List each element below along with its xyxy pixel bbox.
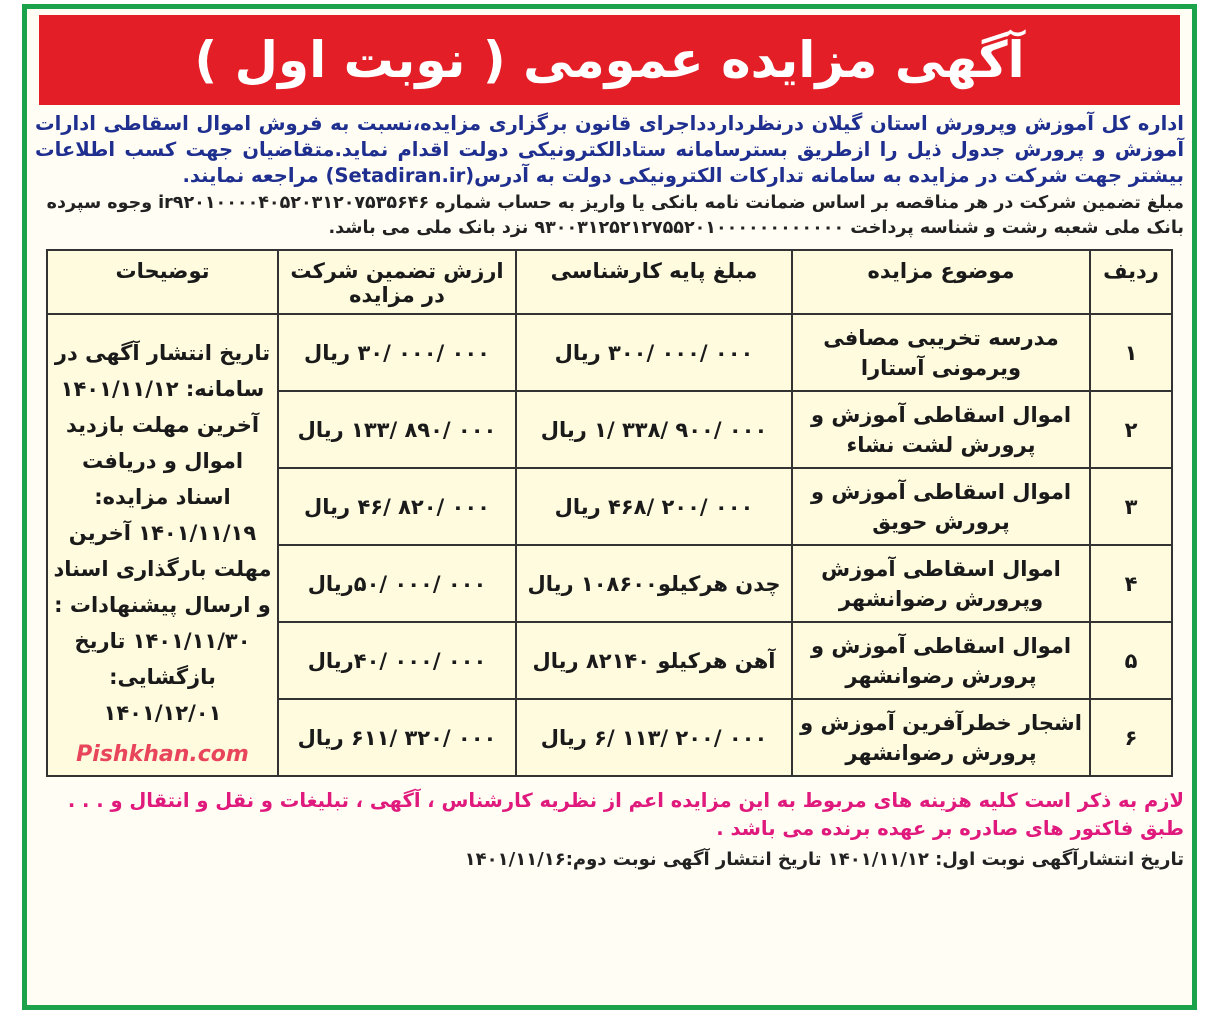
guarantee: ۰۰۰ /۳۲۰ /۶۱۱ ریال — [278, 699, 516, 776]
base-price: آهن هرکیلو ۸۲۱۴۰ ریال — [516, 622, 792, 699]
row-number: ۴ — [1090, 545, 1172, 622]
footer-note: لازم به ذکر است کلیه هزینه های مربوط به این مزایده اعم از نظریه کارشناس ، آگهی ، تبلیغات و نقل و انتقال و . . . طبق فاکتور های صادره بر عهده برنده می باشد . — [67, 789, 1184, 840]
row-number: ۳ — [1090, 468, 1172, 545]
auction-table — [46, 249, 1173, 777]
base-price: ۰۰۰ /۰۰۰ /۳۰۰ ریال — [516, 314, 792, 391]
watermark: Pishkhan.com — [76, 742, 249, 767]
subject: اموال اسقاطی آموزش و پرورش حویق — [792, 468, 1090, 545]
row-number: ۲ — [1090, 391, 1172, 468]
notes: تاریخ انتشار آگهی در سامانه: ۱۴۰۱/۱۱/۱۲ آخرین مهلت بازدید اموال و دریافت اسناد مزایده: ۱۴۰۱/۱۱/۱۹ آخرین مهلت بارگذاری اسناد و ارسال پیشنهادات : ۱۴۰۱/۱۱/۳۰ تاریخ بازگشایی: ۱۴۰۱/۱۲/۰۱ — [53, 341, 272, 725]
base-price: ۰۰۰ /۲۰۰ /۴۶۸ ریال — [516, 468, 792, 545]
header-base-price: مبلغ پایه کارشناسی — [516, 250, 792, 314]
header-subject: موضوع مزایده — [792, 250, 1090, 314]
notes-cell — [47, 314, 278, 776]
subject: اموال اسقاطی آموزش و پرورش رضوانشهر — [792, 622, 1090, 699]
publish-dates: تاریخ انتشارآگهی نوبت اول: ۱۴۰۱/۱۱/۱۲ تاریخ انتشار آگهی نوبت دوم:۱۴۰۱/۱۱/۱۶ — [464, 849, 1184, 870]
table-row — [47, 314, 1172, 391]
table-header — [47, 250, 1172, 314]
guarantee: ۰۰۰ /۰۰۰ /۳۰ ریال — [278, 314, 516, 391]
deposit-paragraph: مبلغ تضمین شرکت در هر مناقصه بر اساس ضمانت نامه بانکی یا واریز به حساب شماره ir۹۲۰۱۰۰۰۰۴۰۵۲۰۳۱۲۰۷۵۳۵۶۴۶ وجوه سپرده بانک ملی شعبه رشت و شناسه پرداخت ۹۳۰۰۳۱۲۵۲۱۲۷۵۵۲۰۱۰۰۰۰۰۰۰۰۰۰۰۰ نزد بانک ملی می باشد. — [46, 193, 1184, 238]
subject: اموال اسقاطی آموزش و پرورش لشت نشاء — [792, 391, 1090, 468]
row-number: ۵ — [1090, 622, 1172, 699]
header-row-number: ردیف — [1090, 250, 1172, 314]
ad-title: آگهی مزایده عمومی ( نوبت اول ) — [39, 15, 1180, 105]
guarantee: ۰۰۰ /۸۹۰ /۱۳۳ ریال — [278, 391, 516, 468]
guarantee: ۰۰۰ /۰۰۰ /۵۰ریال — [278, 545, 516, 622]
subject: اشجار خطرآفرین آموزش و پرورش رضوانشهر — [792, 699, 1090, 776]
row-number: ۶ — [1090, 699, 1172, 776]
header-guarantee: ارزش تضمین شرکت در مزایده — [278, 250, 516, 314]
subject: اموال اسقاطی آموزش وپرورش رضوانشهر — [792, 545, 1090, 622]
guarantee: ۰۰۰ /۸۲۰ /۴۶ ریال — [278, 468, 516, 545]
subject: مدرسه تخریبی مصافی ویرمونی آستارا — [792, 314, 1090, 391]
ad-frame — [22, 4, 1197, 1010]
base-price: ۰۰۰ /۹۰۰ /۳۳۸ /۱ ریال — [516, 391, 792, 468]
base-price: ۰۰۰ /۲۰۰ /۱۱۳ /۶ ریال — [516, 699, 792, 776]
row-number: ۱ — [1090, 314, 1172, 391]
guarantee: ۰۰۰ /۰۰۰ /۴۰ریال — [278, 622, 516, 699]
base-price: چدن هرکیلو۱۰۸۶۰۰ ریال — [516, 545, 792, 622]
intro-paragraph: اداره کل آموزش وپرورش استان گیلان درنظرداردداجرای قانون برگزاری مزایده،نسبت به فروش اموال اسقاطی ادارات آموزش و پرورش جدول ذیل را ازطریق بسترسامانه ستادالکترونیکی دولت اقدام نماید.متقاضیان جهت کسب اطلاعات بیشتر جهت شرکت در مزایده به سامانه تدارکات الکترونیکی دولت به آدرس(Setadiran.ir) مراجعه نمایند. — [35, 112, 1184, 187]
header-notes: توضیحات — [47, 250, 278, 314]
